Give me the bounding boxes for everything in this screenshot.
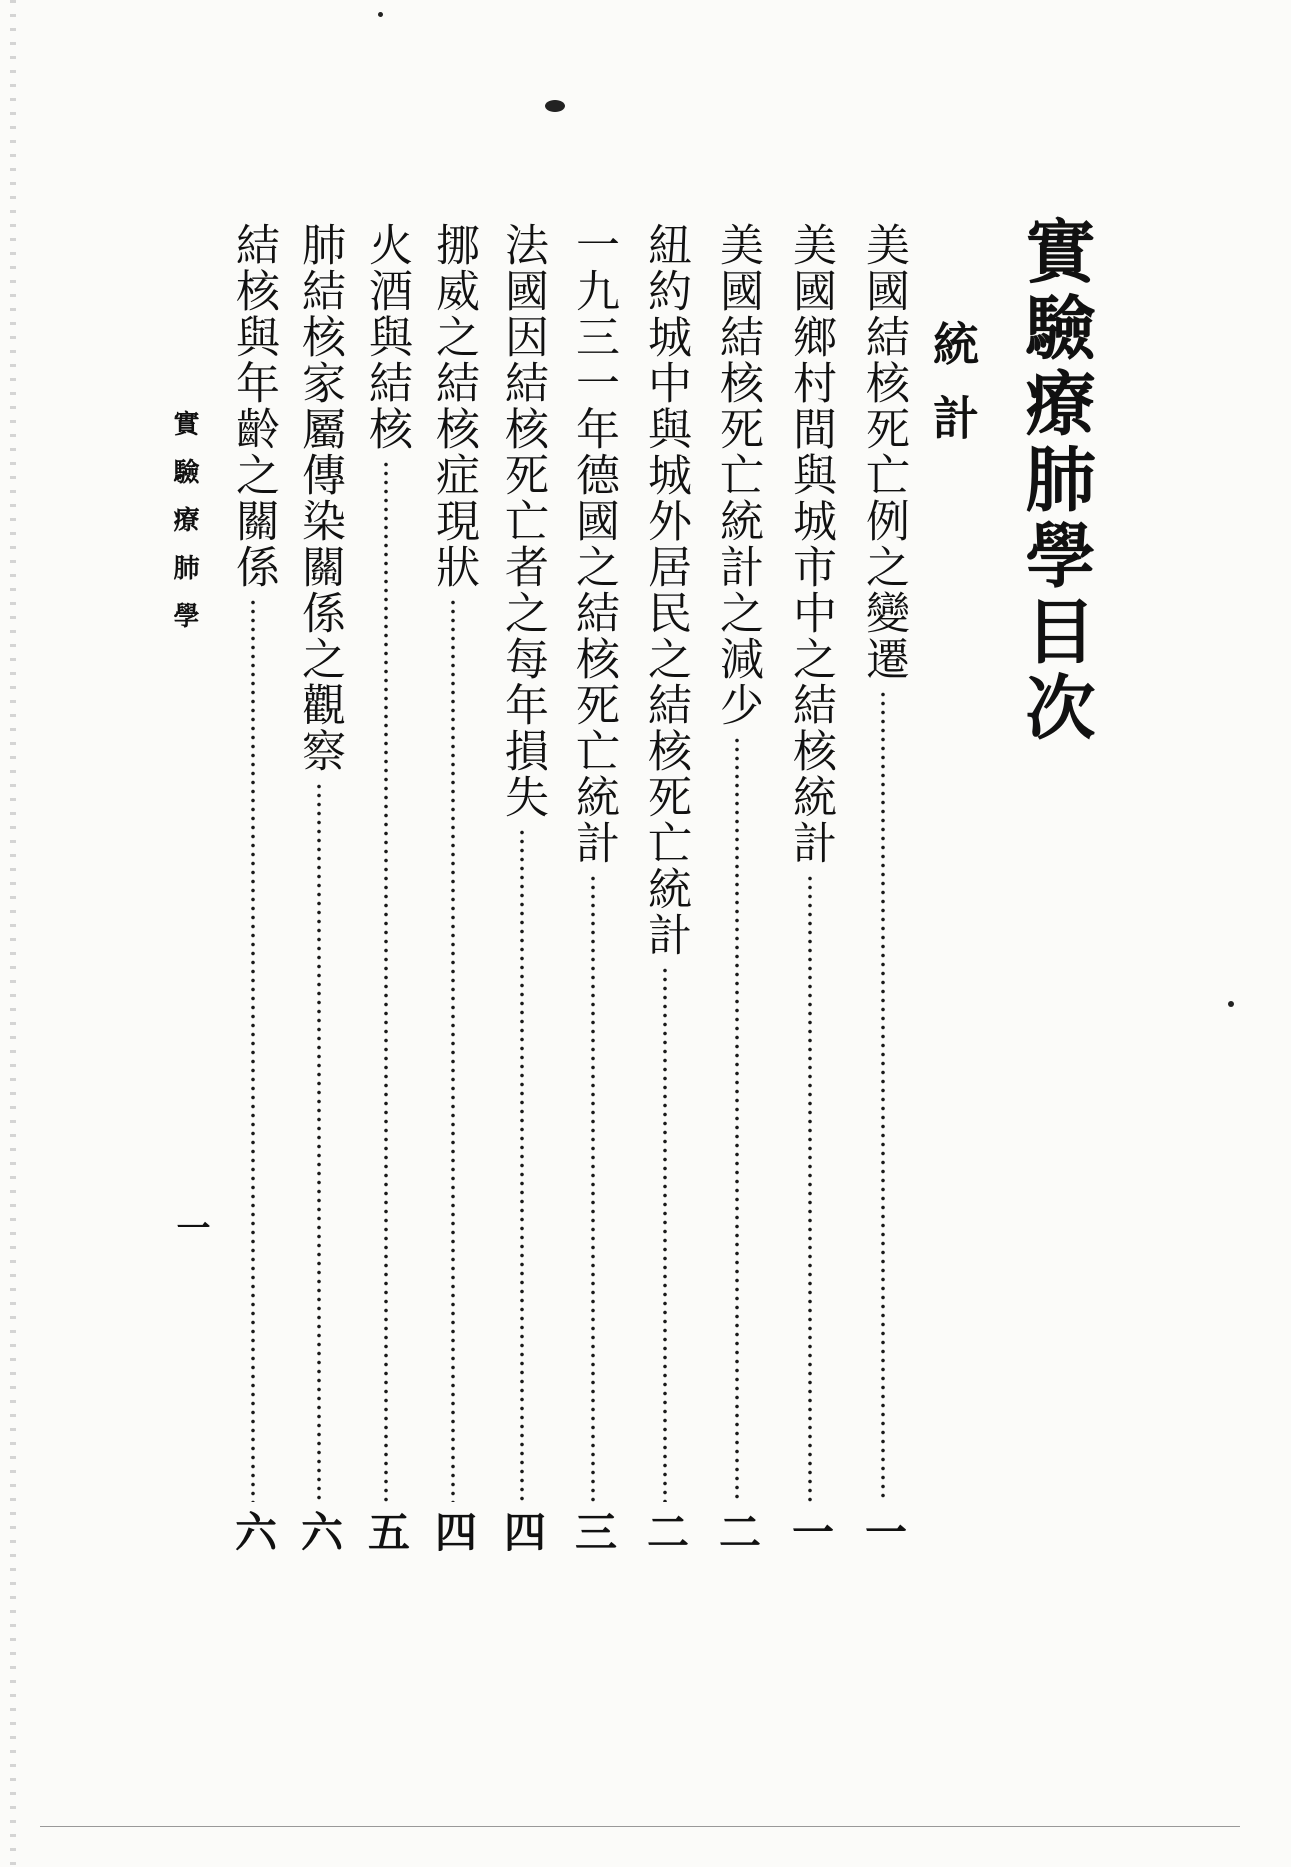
folio-page-number: 一 (170, 1210, 210, 1244)
section-heading: 統計 (926, 320, 980, 468)
dot-leader (735, 736, 739, 1502)
toc-entry-page: 六 (295, 1510, 344, 1552)
toc-entry-page: 四 (498, 1510, 547, 1552)
toc-entry-title: 紐約城中與城外居民之結核死亡統計 (640, 222, 691, 958)
dot-leader (591, 874, 595, 1502)
page-bottom-edge (40, 1826, 1240, 1827)
ink-spot (1228, 1001, 1234, 1007)
page-title: 實驗療肺學目次 (1014, 215, 1097, 747)
toc-entry-page: 一 (859, 1510, 908, 1552)
toc-entry[interactable] (497, 222, 547, 1552)
dot-leader (384, 460, 388, 1502)
page-edge-shadow (10, 0, 16, 1867)
toc-entry-title: 美國結核死亡統計之減少 (712, 222, 763, 728)
toc-entry-title: 美國鄉村間與城市中之結核統計 (785, 222, 836, 866)
toc-entry-page: 二 (713, 1510, 762, 1552)
toc-entry[interactable] (568, 222, 618, 1552)
toc-entry-title: 美國結核死亡例之變遷 (858, 222, 909, 682)
toc-entry[interactable] (785, 222, 835, 1552)
dot-leader (451, 598, 455, 1502)
toc-entry-title: 肺結核家屬傳染關係之觀察 (294, 222, 345, 774)
dot-leader (663, 966, 667, 1502)
toc-entry[interactable] (428, 222, 478, 1552)
toc-entry-page: 二 (641, 1510, 690, 1552)
ink-spot (545, 100, 565, 112)
toc-entry[interactable] (228, 222, 278, 1552)
toc-entry-title: 一九三一年德國之結核死亡統計 (568, 222, 619, 866)
running-header: 實驗療肺學 (169, 410, 199, 650)
dot-leader (251, 598, 255, 1502)
toc-entry-page: 六 (229, 1510, 278, 1552)
ink-spot (378, 12, 383, 17)
toc-entry[interactable] (294, 222, 344, 1552)
toc-entry-page: 一 (786, 1510, 835, 1552)
toc-entry[interactable] (640, 222, 690, 1552)
toc-entry-title: 法國因結核死亡者之每年損失 (497, 222, 548, 820)
toc-entry-page: 四 (429, 1510, 478, 1552)
toc-entry[interactable] (712, 222, 762, 1552)
dot-leader (808, 874, 812, 1502)
toc-entry-title: 挪威之結核症現狀 (428, 222, 479, 590)
toc-entry-page: 三 (569, 1510, 618, 1552)
toc-entry-page: 五 (362, 1510, 411, 1552)
dot-leader (520, 828, 524, 1502)
toc-entry-title: 火酒與結核 (361, 222, 412, 452)
dot-leader (881, 690, 885, 1502)
toc-entry-title: 結核與年齡之關係 (228, 222, 279, 590)
dot-leader (317, 782, 321, 1502)
toc-entry[interactable] (858, 222, 908, 1552)
toc-entry[interactable] (361, 222, 411, 1552)
